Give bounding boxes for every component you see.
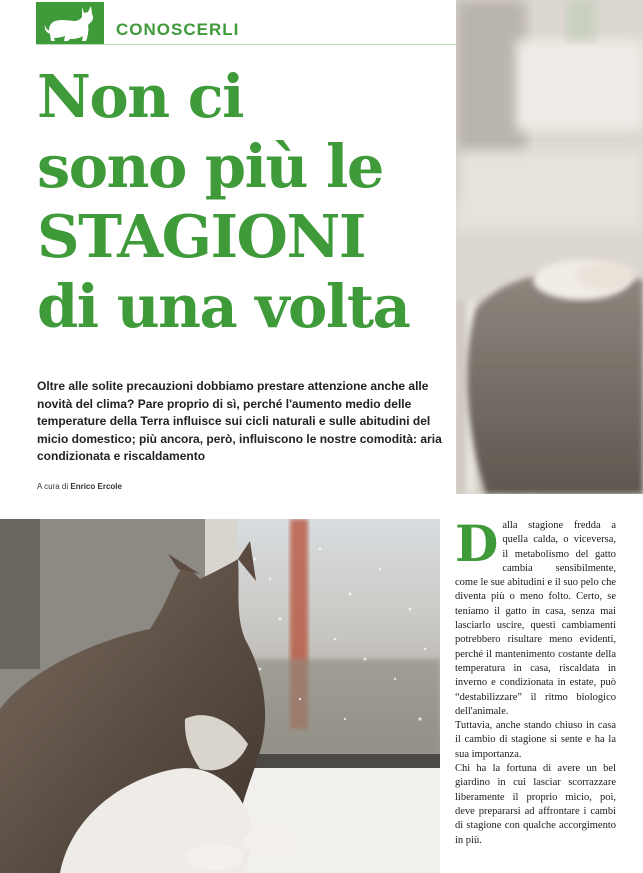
headline-line: Non ci [37, 62, 244, 131]
photo-illustration [456, 0, 643, 494]
article-lead: Oltre alle solite precauzioni dobbiamo prestare attenzione anche alle novità del clima? Pare proprio di sì, perché l'aumento medio delle temperature della Terra influisce sui cicli naturali e sulle abitudini del micio domestico; più ancora, però, influiscono le nostre comodità: aria condizionata e riscaldamento [37, 379, 442, 463]
headline-line: STAGIONI [37, 202, 365, 271]
article-body [455, 514, 616, 848]
byline [37, 482, 122, 491]
article-headline [37, 62, 457, 342]
cat-icon [42, 3, 98, 43]
dropcap: D [455, 514, 499, 573]
body-paragraph: alla stagione fredda a quella calda, o viceversa, il metabolismo del gatto cambia sensibilmente, come le sue abitudini e il suo pelo che diventa più o meno folto. Certo, se teniamo il gatto in casa, senza mai lasciarlo uscire, questi cambiamenti potrebbero risultare meno evidenti, perché il mantenimento costante della temperatura in casa, riscaldata in inverno e condizionata in estate, può “destabilizzare” il ritmo biologico dell'animale. [455, 520, 616, 717]
section-divider [36, 44, 456, 45]
photo-illustration [0, 519, 440, 873]
cat-paw-on-radiator-photo [456, 0, 643, 494]
byline-author: Enrico Ercole [70, 482, 122, 491]
section-tab [36, 2, 104, 44]
body-paragraph: Tuttavia, anche stando chiuso in casa il cambio di stagione si sente e ha la sua importanza. [455, 720, 616, 760]
body-paragraph: Chi ha la fortuna di avere un bel giardino in cui lasciar scorrazzare liberamente il proprio micio, poi, deve prepararsi ad affrontare i cambi di stagione con qualche accorgimento in più. [455, 763, 616, 846]
headline-line: sono più le [37, 132, 383, 201]
section-label: CONOSCERLI [116, 20, 240, 39]
cat-at-rainy-window-photo [0, 519, 440, 873]
headline-line: di una volta [37, 272, 410, 341]
byline-prefix: A cura di [37, 482, 69, 491]
